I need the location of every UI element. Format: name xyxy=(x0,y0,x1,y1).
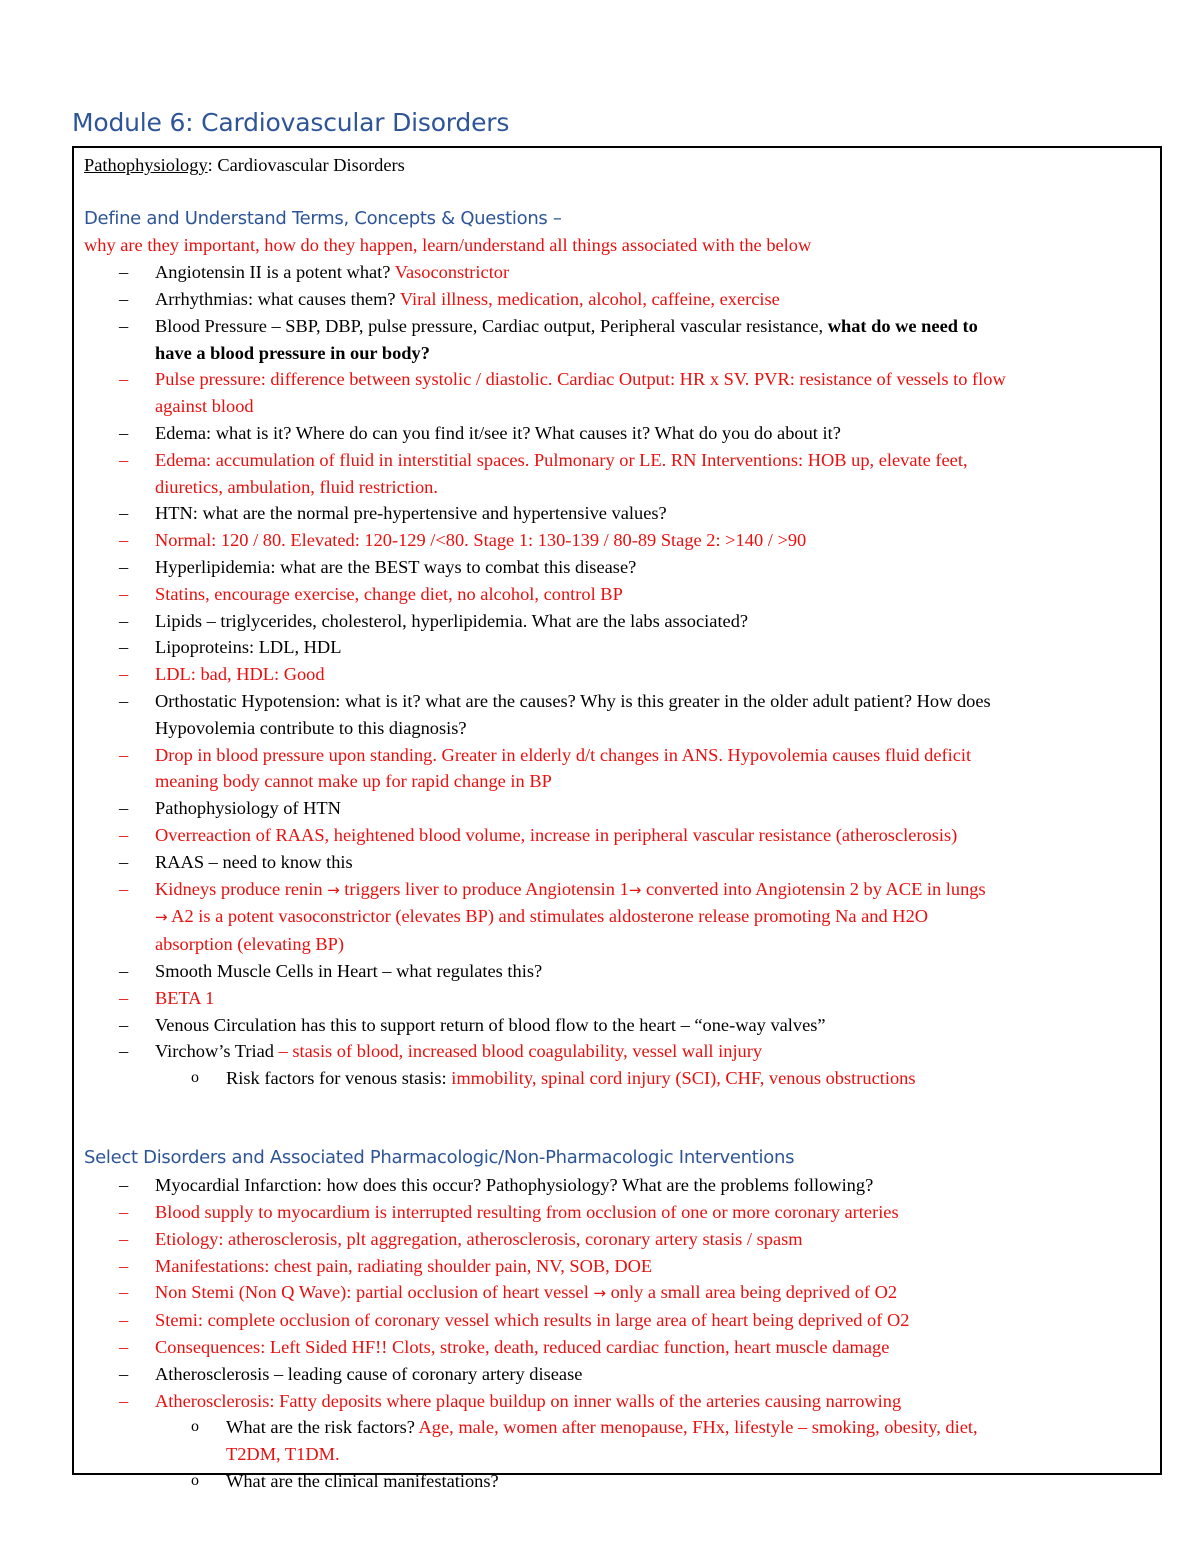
list-item: – Non Stemi (Non Q Wave): partial occlusion of heart vessel → only a small area being deprived of O2 xyxy=(119,1282,898,1303)
sub-list-item: o What are the clinical manifestations? xyxy=(84,1468,1152,1495)
list-item: – Stemi: complete occlusion of coronary vessel which results in large area of heart being deprived of O2 xyxy=(119,1310,910,1331)
spacer xyxy=(84,1119,1152,1146)
section2-heading: Select Disorders and Associated Pharmacologic/Non-Pharmacologic Interventions xyxy=(84,1147,795,1169)
list-item: – Arrhythmias: what causes them? Viral illness, medication, alcohol, caffeine, exercise xyxy=(119,288,780,309)
list-item: – Kidneys produce renin → triggers liver to produce Angiotensin 1→ converted into Angiotensin 2 by ACE in lungs → A2 is a potent vasoconstrictor (elevates BP) and stimulates aldosterone release promoting Na and H2O absorption (elevating BP) xyxy=(119,878,986,955)
list-item: – Virchow’s Triad – stasis of blood, increased blood coagulability, vessel wall injury xyxy=(119,1041,763,1062)
content-box xyxy=(72,146,1162,1492)
list-item: – Manifestations: chest pain, radiating shoulder pain, NV, SOB, DOE xyxy=(119,1255,653,1276)
section1-intro: why are they important, how do they happen, learn/understand all things associated with the below xyxy=(84,235,812,256)
page-title: Module 6: Cardiovascular Disorders xyxy=(72,108,510,137)
bullet-icon: o xyxy=(191,1472,199,1490)
list-item: – Smooth Muscle Cells in Heart – what regulates this? xyxy=(119,960,543,981)
list-item: – Lipoproteins: LDL, HDL xyxy=(119,637,342,658)
arrow-icon: → xyxy=(593,1284,606,1303)
bullet-icon: o xyxy=(191,1069,199,1087)
list-item: – Atherosclerosis: Fatty deposits where plaque buildup on inner walls of the arteries causing narrowing xyxy=(119,1390,902,1411)
list-item: – Atherosclerosis – leading cause of coronary artery disease xyxy=(119,1363,583,1384)
list-item: – Overreaction of RAAS, heightened blood volume, increase in peripheral vascular resistance (atherosclerosis) xyxy=(119,824,958,845)
list-item: – Pathophysiology of HTN xyxy=(119,798,341,819)
list-item: – HTN: what are the normal pre-hypertensive and hypertensive values? xyxy=(119,503,667,524)
sub-list-item: o What are the risk factors? Age, male, women after menopause, FHx, lifestyle – smoking, obesity, diet, T2DM, T1DM. xyxy=(84,1414,1152,1468)
list-item: – RAAS – need to know this xyxy=(119,851,353,872)
list-item: – Normal: 120 / 80. Elevated: 120-129 /<80. Stage 1: 130-139 / 80-89 Stage 2: >140 / >90 xyxy=(119,530,807,551)
list-item: – Pulse pressure: difference between systolic / diastolic. Cardiac Output: HR x SV. PVR: resistance of vessels to flow against blood xyxy=(119,369,1006,417)
list-item: – Myocardial Infarction: how does this occur? Pathophysiology? What are the problems following? xyxy=(119,1175,874,1196)
subject-label: Pathophysiology xyxy=(84,155,208,175)
section1-heading: Define and Understand Terms, Concepts & Questions – xyxy=(84,207,562,229)
subject-rest: : Cardiovascular Disorders xyxy=(207,155,405,175)
arrow-icon: → xyxy=(155,908,168,927)
spacer xyxy=(84,1092,1152,1119)
list-item: – Angiotensin II is a potent what? Vasoconstrictor xyxy=(119,262,510,283)
list-item: – Blood supply to myocardium is interrupted resulting from occlusion of one or more coronary arteries xyxy=(119,1202,899,1223)
list-item: – Hyperlipidemia: what are the BEST ways to combat this disease? xyxy=(119,556,637,577)
list-item: – LDL: bad, HDL: Good xyxy=(119,664,325,685)
subject-line xyxy=(84,152,1152,179)
bullet-icon: o xyxy=(191,1418,199,1436)
list-item: – Orthostatic Hypotension: what is it? what are the causes? Why is this greater in the older adult patient? How does Hypovolemia contribute to this diagnosis? xyxy=(119,690,991,738)
spacer xyxy=(84,179,1152,206)
list-item: – Drop in blood pressure upon standing. Greater in elderly d/t changes in ANS. Hypovolemia causes fluid deficit meaning body cannot make up for rapid change in BP xyxy=(119,744,972,792)
list-item: – Etiology: atherosclerosis, plt aggregation, atherosclerosis, coronary artery stasis / spasm xyxy=(119,1228,803,1249)
sub-list-item: o Risk factors for venous stasis: immobility, spinal cord injury (SCI), CHF, venous obstructions xyxy=(84,1065,1152,1092)
arrow-icon: → xyxy=(628,880,642,899)
list-item: – Edema: what is it? Where do can you find it/see it? What causes it? What do you do about it? xyxy=(119,422,841,443)
list-item: – Consequences: Left Sided HF!! Clots, stroke, death, reduced cardiac function, heart muscle damage xyxy=(119,1337,890,1358)
list-item: – BETA 1 xyxy=(119,987,215,1008)
list-item: – Lipids – triglycerides, cholesterol, hyperlipidemia. What are the labs associated? xyxy=(119,610,749,631)
list-item: – Blood Pressure – SBP, DBP, pulse pressure, Cardiac output, Peripheral vascular resistance, what do we need to have a blood pressure in our body? xyxy=(119,315,978,363)
list-item: – Statins, encourage exercise, change diet, no alcohol, control BP xyxy=(119,583,623,604)
list-item: – Venous Circulation has this to support return of blood flow to the heart – “one-way valves” xyxy=(119,1014,826,1035)
list-item: – Edema: accumulation of fluid in interstitial spaces. Pulmonary or LE. RN Interventions: HOB up, elevate feet, diuretics, ambulation, fluid restriction. xyxy=(119,449,968,497)
arrow-icon: → xyxy=(327,880,340,899)
